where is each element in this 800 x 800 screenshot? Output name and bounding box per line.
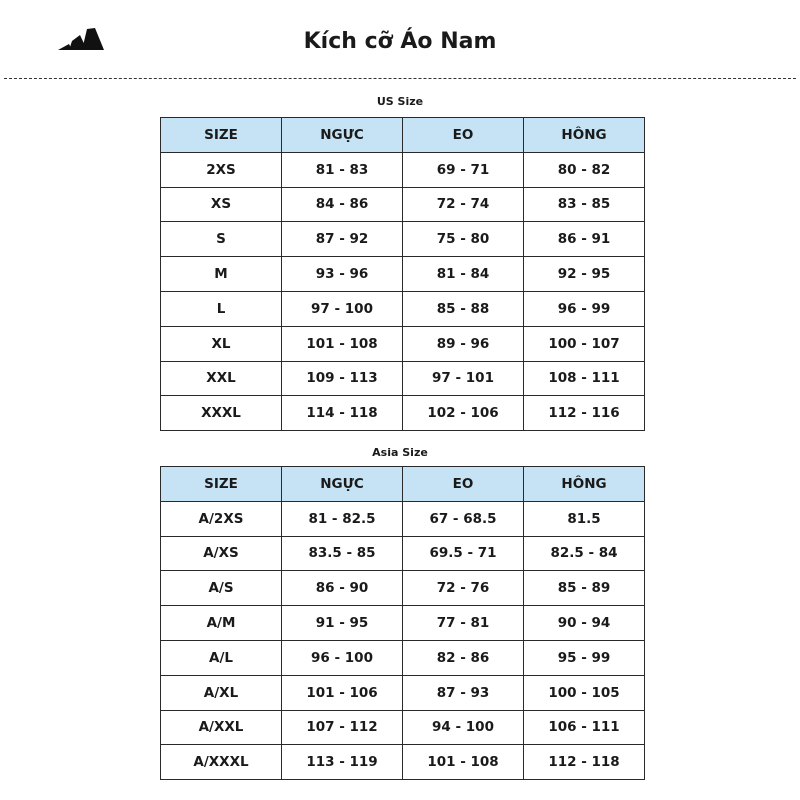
table-cell: 72 - 76 xyxy=(403,571,524,606)
table-cell: 108 - 111 xyxy=(524,361,645,396)
table-cell: 81.5 xyxy=(524,501,645,536)
table-cell: 72 - 74 xyxy=(403,187,524,222)
table-cell: 96 - 99 xyxy=(524,291,645,326)
dashed-divider xyxy=(4,78,796,79)
table-row xyxy=(161,501,645,536)
table-cell: XXL xyxy=(161,361,282,396)
table-cell: S xyxy=(161,222,282,257)
page-title: Kích cỡ Áo Nam xyxy=(303,29,497,54)
table-cell: A/2XS xyxy=(161,501,282,536)
table-row xyxy=(161,326,645,361)
column-header: EO xyxy=(403,467,524,502)
table-row xyxy=(161,222,645,257)
table-row xyxy=(161,640,645,675)
table-cell: XS xyxy=(161,187,282,222)
table-header-row xyxy=(161,467,645,502)
table-cell: A/XS xyxy=(161,536,282,571)
table-cell: 101 - 108 xyxy=(403,745,524,780)
column-header: EO xyxy=(403,118,524,153)
table-cell: 112 - 118 xyxy=(524,745,645,780)
table-cell: 101 - 106 xyxy=(282,675,403,710)
table-row xyxy=(161,536,645,571)
table-cell: XXXL xyxy=(161,396,282,431)
table-cell: 93 - 96 xyxy=(282,257,403,292)
table-cell: 97 - 101 xyxy=(403,361,524,396)
table-cell: 90 - 94 xyxy=(524,606,645,641)
table-cell: 84 - 86 xyxy=(282,187,403,222)
column-header: NGỰC xyxy=(282,467,403,502)
table-cell: 112 - 116 xyxy=(524,396,645,431)
table-row xyxy=(161,710,645,745)
table-cell: 85 - 89 xyxy=(524,571,645,606)
table-cell: 96 - 100 xyxy=(282,640,403,675)
asia-size-table xyxy=(160,466,645,780)
column-header: HÔNG xyxy=(524,467,645,502)
table-cell: 114 - 118 xyxy=(282,396,403,431)
table-header-row xyxy=(161,118,645,153)
table-cell: 95 - 99 xyxy=(524,640,645,675)
table-cell: 81 - 82.5 xyxy=(282,501,403,536)
table-cell: 77 - 81 xyxy=(403,606,524,641)
table-cell: 107 - 112 xyxy=(282,710,403,745)
table-cell: 87 - 92 xyxy=(282,222,403,257)
table-cell: 2XS xyxy=(161,152,282,187)
table-cell: 86 - 90 xyxy=(282,571,403,606)
table-cell: 83 - 85 xyxy=(524,187,645,222)
table-row xyxy=(161,571,645,606)
table-cell: A/XXXL xyxy=(161,745,282,780)
table-cell: 83.5 - 85 xyxy=(282,536,403,571)
asia-size-title: Asia Size xyxy=(372,446,428,459)
table-cell: 91 - 95 xyxy=(282,606,403,641)
column-header: SIZE xyxy=(161,118,282,153)
table-cell: 94 - 100 xyxy=(403,710,524,745)
table-cell: 69 - 71 xyxy=(403,152,524,187)
column-header: HÔNG xyxy=(524,118,645,153)
table-cell: 89 - 96 xyxy=(403,326,524,361)
table-row xyxy=(161,187,645,222)
table-cell: 80 - 82 xyxy=(524,152,645,187)
header xyxy=(0,0,800,80)
column-header: SIZE xyxy=(161,467,282,502)
table-cell: 102 - 106 xyxy=(403,396,524,431)
table-cell: 100 - 107 xyxy=(524,326,645,361)
table-cell: 87 - 93 xyxy=(403,675,524,710)
table-cell: 109 - 113 xyxy=(282,361,403,396)
table-cell: A/L xyxy=(161,640,282,675)
table-cell: 81 - 84 xyxy=(403,257,524,292)
table-cell: 113 - 119 xyxy=(282,745,403,780)
column-header: NGỰC xyxy=(282,118,403,153)
table-cell: L xyxy=(161,291,282,326)
table-row xyxy=(161,606,645,641)
table-row xyxy=(161,396,645,431)
table-row xyxy=(161,257,645,292)
table-cell: 100 - 105 xyxy=(524,675,645,710)
table-cell: 81 - 83 xyxy=(282,152,403,187)
table-cell: A/M xyxy=(161,606,282,641)
table-cell: 106 - 111 xyxy=(524,710,645,745)
table-cell: 92 - 95 xyxy=(524,257,645,292)
table-cell: 85 - 88 xyxy=(403,291,524,326)
table-row xyxy=(161,745,645,780)
table-cell: A/XXL xyxy=(161,710,282,745)
us-size-table xyxy=(160,117,645,431)
table-cell: 67 - 68.5 xyxy=(403,501,524,536)
table-row xyxy=(161,361,645,396)
table-cell: A/S xyxy=(161,571,282,606)
table-row xyxy=(161,675,645,710)
table-cell: 69.5 - 71 xyxy=(403,536,524,571)
table-row xyxy=(161,291,645,326)
table-cell: 86 - 91 xyxy=(524,222,645,257)
table-cell: XL xyxy=(161,326,282,361)
table-cell: M xyxy=(161,257,282,292)
table-row xyxy=(161,152,645,187)
table-cell: 82.5 - 84 xyxy=(524,536,645,571)
table-cell: 75 - 80 xyxy=(403,222,524,257)
table-cell: A/XL xyxy=(161,675,282,710)
us-size-title: US Size xyxy=(376,95,424,108)
table-cell: 97 - 100 xyxy=(282,291,403,326)
table-cell: 101 - 108 xyxy=(282,326,403,361)
table-cell: 82 - 86 xyxy=(403,640,524,675)
